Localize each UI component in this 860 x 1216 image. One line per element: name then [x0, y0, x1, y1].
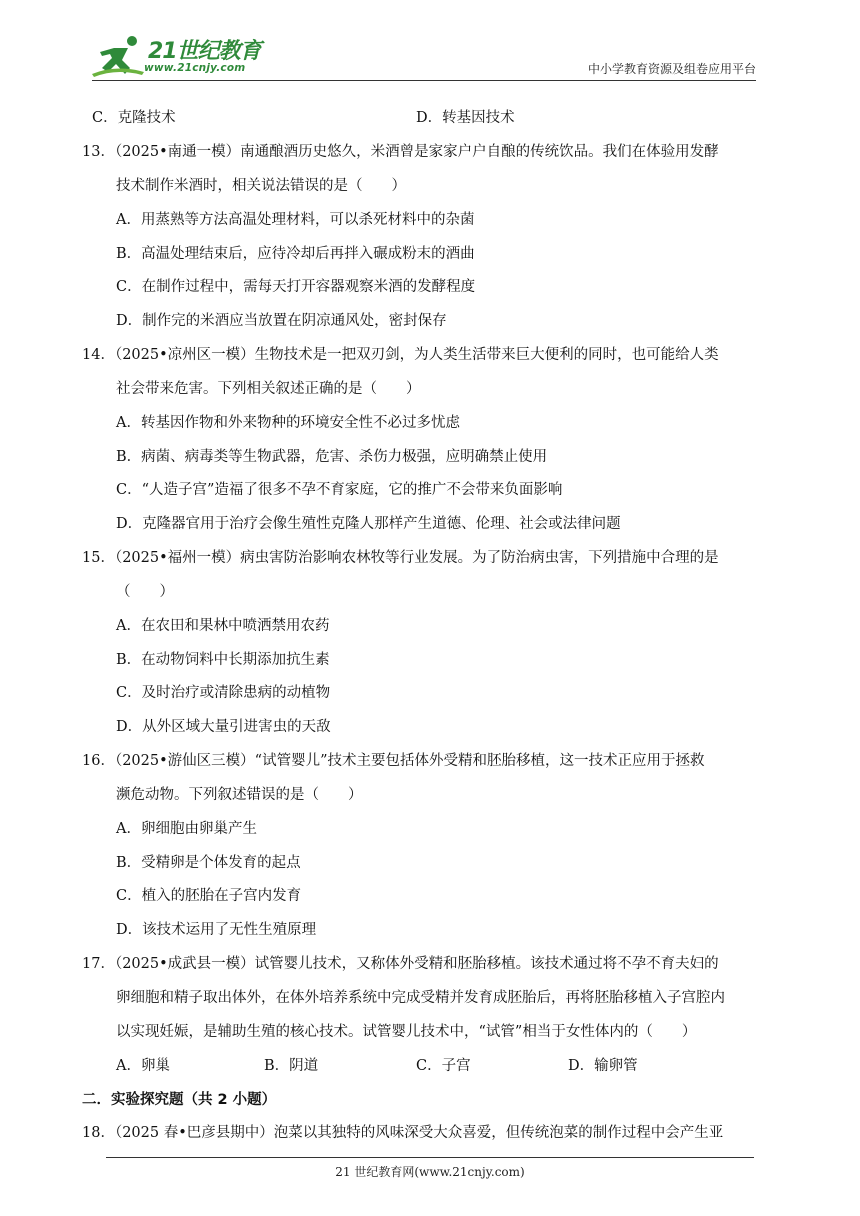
q16-option-d: D．该技术运用了无性生殖原理	[116, 922, 317, 938]
q12-option-d: D．转基因技术	[416, 110, 515, 126]
q17-option-c: C．子宫	[416, 1058, 471, 1074]
q17-stem-line2: 卵细胞和精子取出体外，在体外培养系统中完成受精并发育成胚胎后，再将胚胎移植入子宫腔内	[116, 990, 725, 1006]
q15-option-c: C．及时治疗或清除患病的动植物	[116, 685, 331, 701]
running-man-logo-icon	[92, 34, 148, 78]
q16-stem-line1: 16．（2025•游仙区三模）“试管婴儿”技术主要包括体外受精和胚胎移植，这一技术正应用于拯救	[82, 753, 705, 769]
q14-option-d: D．克隆器官用于治疗会像生殖性克隆人那样产生道德、伦理、社会或法律问题	[116, 516, 621, 532]
section-title: 二．实验探究题（共 2 小题）	[82, 1092, 277, 1108]
q14-option-b: B．病菌、病毒类等生物武器，危害、杀伤力极强，应明确禁止使用	[116, 449, 548, 465]
q13-stem-line2: 技术制作米酒时，相关说法错误的是（ ）	[116, 178, 406, 194]
q15-option-a: A．在农田和果林中喷洒禁用农药	[116, 618, 330, 634]
footer-divider	[106, 1157, 754, 1158]
q17-option-d: D．输卵管	[568, 1058, 638, 1074]
q15-stem-line2: （ ）	[116, 584, 174, 600]
q16-option-b: B．受精卵是个体发育的起点	[116, 855, 301, 871]
q14-stem-line2: 社会带来危害。下列相关叙述正确的是（ ）	[116, 381, 421, 397]
q18-stem-line1: 18．（2025 春•巴彦县期中）泡菜以其独特的风味深受大众喜爱，但传统泡菜的制作过程中会产生亚	[82, 1125, 724, 1141]
q13-option-a: A．用蒸熟等方法高温处理材料，可以杀死材料中的杂菌	[116, 212, 475, 228]
site-logo	[92, 34, 262, 82]
platform-name: 中小学教育资源及组卷应用平台	[587, 62, 756, 76]
q14-stem-line1: 14．（2025•凉州区一模）生物技术是一把双刃剑，为人类生活带来巨大便利的同时，也可能给人类	[82, 347, 719, 363]
logo-url: www.21cnjy.com	[144, 62, 246, 74]
q15-option-d: D．从外区域大量引进害虫的天敌	[116, 719, 331, 735]
page-footer: 21 世纪教育网(www.21cnjy.com)	[335, 1165, 525, 1179]
header-divider	[92, 80, 756, 81]
q17-stem-line3: 以实现妊娠，是辅助生殖的核心技术。试管婴儿技术中，“试管”相当于女性体内的（ ）	[116, 1024, 697, 1040]
q17-option-a: A．卵巢	[116, 1058, 170, 1074]
logo-text: 21世纪教育	[148, 39, 261, 64]
page-header	[0, 0, 860, 82]
q13-option-b: B．高温处理结束后，应待冷却后再拌入碾成粉末的酒曲	[116, 246, 475, 262]
q14-option-c: C．“人造子宫”造福了很多不孕不育家庭，它的推广不会带来负面影响	[116, 482, 563, 498]
q17-stem-line1: 17．（2025•成武县一模）试管婴儿技术，又称体外受精和胚胎移植。该技术通过将不孕不育夫妇的	[82, 956, 719, 972]
q15-stem-line1: 15．（2025•福州一模）病虫害防治影响农林牧等行业发展。为了防治病虫害，下列措施中合理的是	[82, 550, 719, 566]
q16-option-a: A．卵细胞由卵巢产生	[116, 821, 257, 837]
q13-option-d: D．制作完的米酒应当放置在阴凉通风处，密封保存	[116, 313, 447, 329]
q14-option-a: A．转基因作物和外来物种的环境安全性不必过多忧虑	[116, 415, 460, 431]
q12-option-c: C．克隆技术	[92, 110, 176, 126]
q13-option-c: C．在制作过程中，需每天打开容器观察米酒的发酵程度	[116, 279, 476, 295]
q16-stem-line2: 濒危动物。下列叙述错误的是（ ）	[116, 787, 363, 803]
q16-option-c: C．植入的胚胎在子宫内发育	[116, 888, 302, 904]
q15-option-b: B．在动物饲料中长期添加抗生素	[116, 652, 330, 668]
q13-stem-line1: 13．（2025•南通一模）南通酿酒历史悠久，米酒曾是家家户户自酿的传统饮品。我们在体验用发酵	[82, 144, 719, 160]
q17-option-b: B．阴道	[264, 1058, 319, 1074]
